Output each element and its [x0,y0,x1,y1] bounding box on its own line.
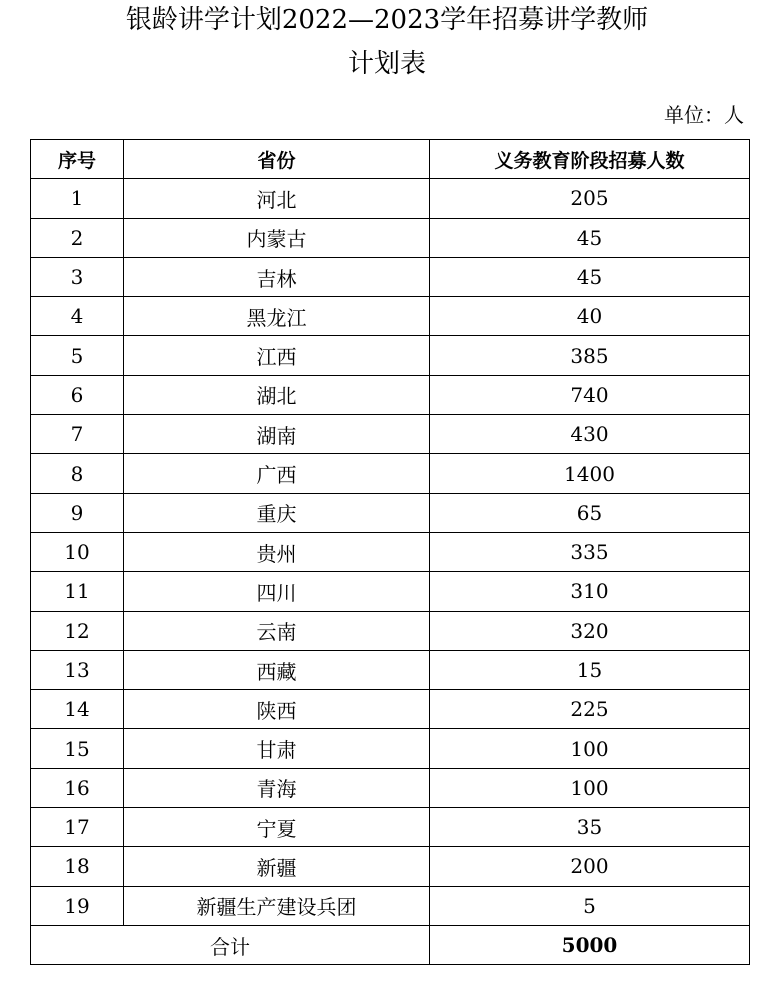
table-row [31,690,750,729]
table-row [31,808,750,847]
row-province: 湖北 [124,375,430,414]
table-row [31,886,750,925]
header-index: 序号 [31,140,124,179]
row-index: 2 [31,218,124,257]
row-index: 15 [31,729,124,768]
row-province: 广西 [124,454,430,493]
row-province: 陕西 [124,690,430,729]
row-index: 4 [31,297,124,336]
row-recruit-count: 430 [430,415,750,454]
row-index: 18 [31,847,124,886]
row-recruit-count: 100 [430,729,750,768]
total-label: 合计 [31,925,430,964]
row-province: 贵州 [124,532,430,571]
table-row [31,336,750,375]
table-row [31,650,750,689]
row-recruit-count: 100 [430,768,750,807]
row-recruit-count: 40 [430,297,750,336]
row-recruit-count: 385 [430,336,750,375]
row-recruit-count: 15 [430,650,750,689]
row-province: 甘肃 [124,729,430,768]
row-province: 宁夏 [124,808,430,847]
row-recruit-count: 1400 [430,454,750,493]
row-province: 湖南 [124,415,430,454]
row-province: 吉林 [124,257,430,296]
row-province: 云南 [124,611,430,650]
row-province: 青海 [124,768,430,807]
table-row [31,572,750,611]
header-recruit-count: 义务教育阶段招募人数 [430,140,750,179]
total-value: 5000 [430,925,750,964]
row-province: 江西 [124,336,430,375]
row-index: 13 [31,650,124,689]
row-index: 9 [31,493,124,532]
row-province: 重庆 [124,493,430,532]
row-index: 8 [31,454,124,493]
row-province: 西藏 [124,650,430,689]
row-index: 11 [31,572,124,611]
table-row [31,297,750,336]
row-index: 6 [31,375,124,414]
row-recruit-count: 740 [430,375,750,414]
table-row [31,415,750,454]
document-title: 银龄讲学计划2022—2023学年招募讲学教师 [125,5,649,35]
row-recruit-count: 200 [430,847,750,886]
row-index: 17 [31,808,124,847]
row-index: 16 [31,768,124,807]
row-index: 3 [31,257,124,296]
row-province: 新疆生产建设兵团 [124,886,430,925]
table-row [31,179,750,218]
row-index: 12 [31,611,124,650]
table-header-row [31,140,750,179]
table-row [31,611,750,650]
row-province: 内蒙古 [124,218,430,257]
row-index: 19 [31,886,124,925]
row-index: 5 [31,336,124,375]
row-province: 河北 [124,179,430,218]
row-province: 四川 [124,572,430,611]
table-row [31,454,750,493]
row-recruit-count: 45 [430,218,750,257]
header-province: 省份 [124,140,430,179]
document-subtitle: 计划表 [347,49,426,79]
row-province: 新疆 [124,847,430,886]
recruitment-plan-table [30,139,750,965]
table-row [31,493,750,532]
row-index: 1 [31,179,124,218]
row-recruit-count: 310 [430,572,750,611]
total-row [31,925,750,964]
row-recruit-count: 225 [430,690,750,729]
table-row [31,257,750,296]
table-row [31,532,750,571]
row-recruit-count: 45 [430,257,750,296]
row-index: 10 [31,532,124,571]
row-recruit-count: 205 [430,179,750,218]
table-row [31,218,750,257]
row-recruit-count: 5 [430,886,750,925]
row-province: 黑龙江 [124,297,430,336]
row-recruit-count: 35 [430,808,750,847]
row-index: 14 [31,690,124,729]
table-row [31,375,750,414]
unit-label: 单位：人 [664,103,744,127]
row-index: 7 [31,415,124,454]
row-recruit-count: 65 [430,493,750,532]
table-row [31,768,750,807]
row-recruit-count: 320 [430,611,750,650]
table-row [31,847,750,886]
row-recruit-count: 335 [430,532,750,571]
table-body [31,179,750,926]
table-row [31,729,750,768]
